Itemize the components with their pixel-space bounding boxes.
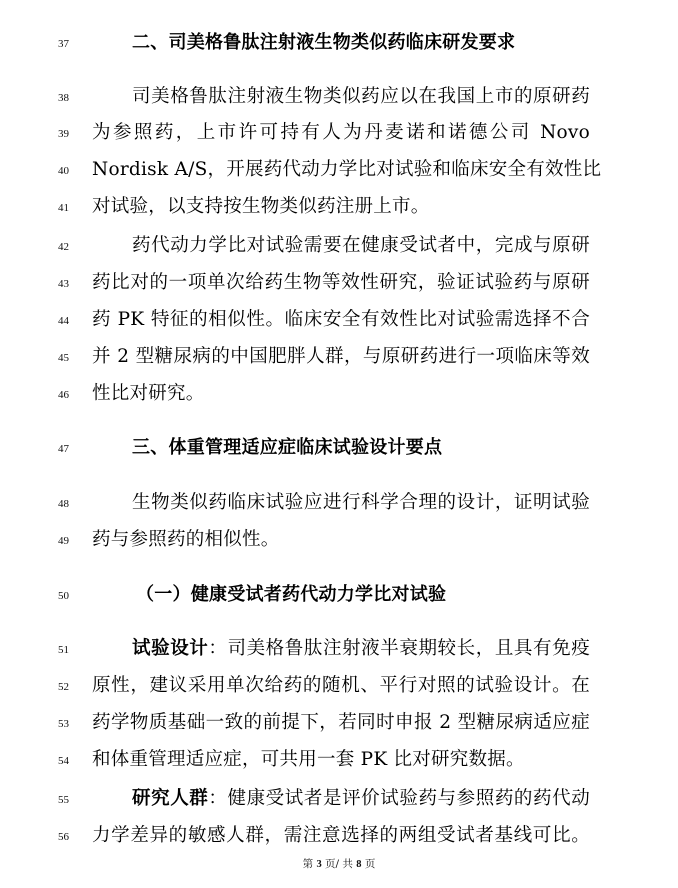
footer-prefix: 第 [302, 858, 314, 870]
run-in-heading: 研究人群 [132, 788, 209, 809]
line-number: 56 [58, 831, 69, 843]
body-line [92, 307, 590, 333]
line-number: 48 [58, 498, 69, 510]
line-number: 47 [58, 443, 69, 455]
section-heading [132, 435, 442, 461]
footer-middle: 页/ 共 [325, 858, 353, 870]
line-number: 51 [58, 644, 69, 656]
text-run: ：司美格鲁肽注射液半衰期较长，且具有免疫 [208, 638, 590, 659]
paragraph-last-line [92, 194, 430, 220]
paragraph-first-line [132, 233, 590, 259]
line-number: 43 [58, 278, 69, 290]
page-footer [0, 856, 678, 871]
text-run: 二、司美格鲁肽注射液生物类似药临床研发要求 [132, 32, 516, 53]
text-run: Nordisk A/S，开展药代动力学比对试验和临床安全有效性比 [92, 159, 602, 180]
text-run: 药学物质基础一致的前提下，若同时申报 2 型糖尿病适应症 [92, 712, 590, 733]
text-run: 性比对研究。 [92, 383, 205, 404]
line-number: 40 [58, 165, 69, 177]
text-run: 三、体重管理适应症临床试验设计要点 [132, 437, 443, 458]
body-line [92, 344, 590, 370]
line-number: 54 [58, 755, 69, 767]
text-run: 和体重管理适应症，可共用一套 PK 比对研究数据。 [92, 749, 525, 770]
line-number: 44 [58, 315, 69, 327]
paragraph-first-line [132, 786, 590, 812]
paragraph-last-line [92, 747, 525, 773]
body-line [92, 270, 590, 296]
text-run: 并 2 型糖尿病的中国肥胖人群，与原研药进行一项临床等效 [92, 346, 590, 367]
subsection-heading [136, 582, 446, 608]
line-number: 41 [58, 202, 69, 214]
line-number: 42 [58, 241, 69, 253]
paragraph-last-line [92, 381, 205, 407]
line-number: 39 [58, 128, 69, 140]
line-number: 50 [58, 590, 69, 602]
text-run: 药与参照药的相似性。 [92, 529, 280, 550]
paragraph-first-line [132, 84, 590, 110]
body-line [92, 823, 590, 849]
footer-total-pages: 8 [356, 859, 362, 870]
text-run: 药 PK 特征的相似性。临床安全有效性比对试验需选择不合 [92, 309, 590, 330]
text-run: 对试验，以支持按生物类似药注册上市。 [92, 196, 430, 217]
paragraph-first-line [132, 636, 590, 662]
body-line [92, 157, 602, 183]
text-run: 生物类似药临床试验应进行科学合理的设计，证明试验 [132, 492, 590, 513]
text-run: 药代动力学比对试验需要在健康受试者中，完成与原研 [132, 235, 590, 256]
footer-current-page: 3 [316, 859, 322, 870]
line-number: 53 [58, 718, 69, 730]
body-line [92, 120, 590, 146]
line-number: 52 [58, 681, 69, 693]
text-run: （一）健康受试者药代动力学比对试验 [136, 584, 447, 605]
text-run: 为参照药，上市许可持有人为丹麦诺和诺德公司 Novo [92, 122, 590, 143]
text-run: ：健康受试者是评价试验药与参照药的药代动 [208, 788, 590, 809]
body-line [92, 710, 590, 736]
run-in-heading: 试验设计 [132, 638, 209, 659]
body-line [92, 673, 590, 699]
line-number: 38 [58, 92, 69, 104]
line-number: 45 [58, 352, 69, 364]
line-number: 37 [58, 38, 69, 50]
text-run: 原性，建议采用单次给药的随机、平行对照的试验设计。在 [92, 675, 590, 696]
line-number: 55 [58, 794, 69, 806]
text-run: 药比对的一项单次给药生物等效性研究，验证试验药与原研 [92, 272, 590, 293]
line-number: 49 [58, 535, 69, 547]
line-number: 46 [58, 389, 69, 401]
section-heading [132, 30, 515, 56]
paragraph-last-line [92, 527, 280, 553]
footer-suffix: 页 [364, 858, 376, 870]
paragraph-first-line [132, 490, 590, 516]
text-run: 力学差异的敏感人群，需注意选择的两组受试者基线可比。 [92, 825, 590, 846]
text-run: 司美格鲁肽注射液生物类似药应以在我国上市的原研药 [132, 86, 590, 107]
